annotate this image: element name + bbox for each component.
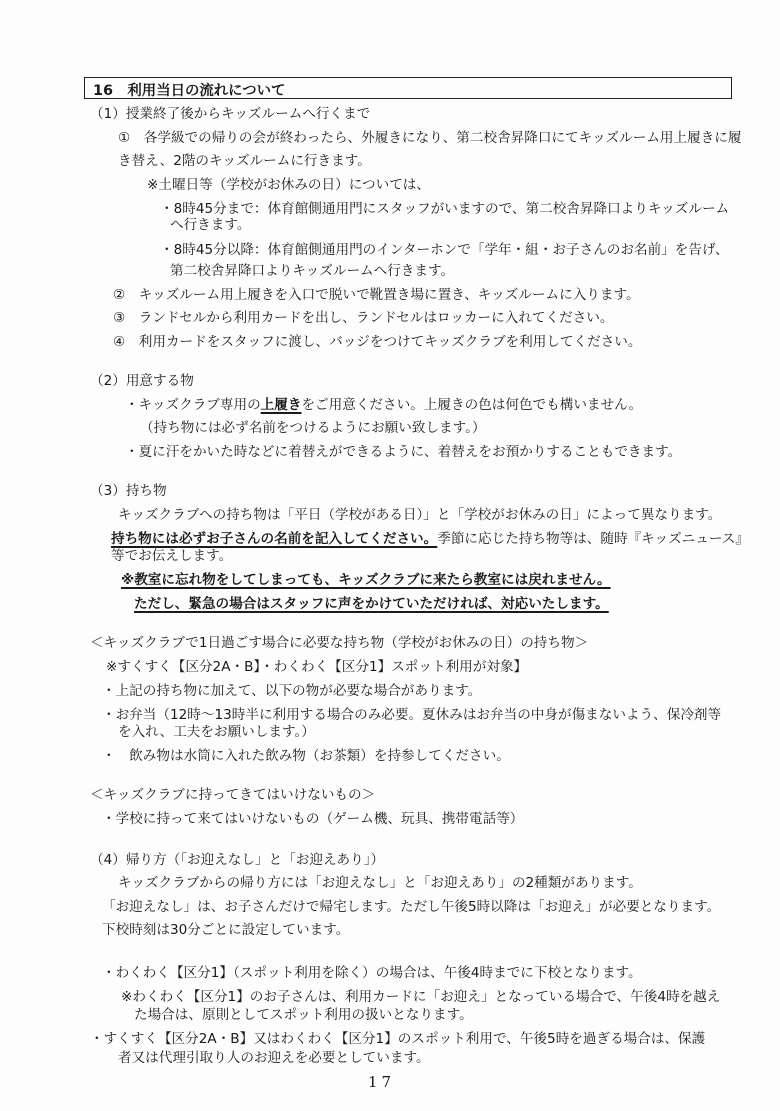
s2-line3: ・夏に汗をかいた時などに着替えができるように、着替えをお預かりすることもできます。 — [125, 444, 682, 460]
holiday-item2-line1: ・お弁当（12時～13時半に利用する場合のみ必要。夏休みはお弁当の中身が傷まないよう、保冷剤等 — [102, 707, 722, 723]
s1-bullet1-line2: へ行きます。 — [170, 217, 251, 233]
s3-para3: 等でお伝えします。 — [111, 548, 233, 564]
s3-heading: （3）持ち物 — [90, 483, 167, 499]
notbring-heading: ＜キッズクラブに持ってきてはいけないもの＞ — [90, 787, 376, 803]
holiday-item3: ・ 飲み物は水筒に入れた飲み物（お茶類）を持参してください。 — [102, 748, 510, 764]
s3-para2 — [111, 530, 749, 548]
s1-step3: ③ ランドセルから利用カードを出し、ランドセルはロッカーに入れてください。 — [113, 310, 614, 326]
s3-para2-underlined: 持ち物には必ずお子さんの名前を記入してください。 — [111, 531, 438, 547]
s1-bullet1-line1: ・8時45分まで：体育館側通用門にスタッフがいますので、第二校舎昇降口よりキッズルーム — [160, 201, 730, 217]
s3-warning1: ※教室に忘れ物をしてしまっても、キッズクラブに来たら教室には戻れません。 — [121, 572, 611, 588]
s1-step1-line2: き替え、2階のキッズルームに行きます。 — [118, 153, 371, 169]
s1-bullet2-line1: ・8時45分以降：体育館側通用門のインターホンで「学年・組・お子さんのお名前」を告げ、 — [160, 242, 729, 258]
holiday-item1: ・上記の持ち物に加えて、以下の物が必要な場合があります。 — [102, 683, 482, 699]
s4-para2: 「お迎えなし」は、お子さんだけで帰宅します。ただし午後5時以降は「お迎え」が必要となります。 — [102, 899, 721, 915]
page-number: 17 — [368, 1073, 396, 1091]
s2-line1 — [125, 396, 642, 414]
holiday-item2-line2: を入れ、工夫をお願いします。） — [118, 724, 315, 740]
s4-para3: 下校時刻は30分ごとに設定しています。 — [102, 922, 350, 938]
s3-warning2: ただし、緊急の場合はスタッフに声をかけていただければ、対応いたします。 — [134, 596, 609, 612]
s1-heading: （1）授業終了後からキッズルームへ行くまで — [90, 106, 371, 122]
holiday-heading: ＜キッズクラブで1日過ごす場合に必要な持ち物（学校がお休みの日）の持ち物＞ — [90, 635, 589, 651]
s4-bullet1-note1: ※わくわく【区分1】のお子さんは、利用カードに「お迎え」となっている場合で、午後4時を越え — [121, 989, 721, 1005]
s1-saturday-note: ※土曜日等（学校がお休みの日）については、 — [147, 177, 430, 193]
s1-step4: ④ 利用カードをスタッフに渡し、バッジをつけてキッズクラブを利用してください。 — [113, 334, 642, 350]
s2-line2: （持ち物には必ず名前をつけるようにお願い致します。） — [140, 420, 486, 436]
section-title: 16 利用当日の流れについて — [93, 83, 286, 99]
s1-step1-line1: ① 各学級での帰りの会が終わったら、外履きになり、第二校舎昇降口にてキッズルーム用上履きに履 — [118, 130, 742, 146]
s4-heading: （4）帰り方（「お迎えなし」と「お迎えあり」） — [90, 852, 385, 868]
s4-bullet2-line2: 者又は代理引取り人のお迎えを必要としています。 — [118, 1050, 430, 1066]
holiday-target: ※すくすく【区分2A・B】・わくわく【区分1】スポット利用が対象】 — [106, 659, 528, 675]
section-header-box — [84, 77, 732, 99]
s4-bullet2-line1: ・すくすく【区分2A・B】又はわくわく【区分1】のスポット利用で、午後5時を過ぎる場合は、保護 — [90, 1031, 706, 1047]
s2-heading: （2）用意する物 — [90, 373, 194, 389]
notbring-item1: ・学校に持って来てはいけないもの（ゲーム機、玩具、携帯電話等） — [102, 811, 524, 827]
s1-bullet2-line2: 第二校舎昇降口よりキッズルームへ行きます。 — [170, 263, 455, 279]
s1-step2: ② キッズルーム用上履きを入口で脱いで靴置き場に置き、キッズルームに入ります。 — [113, 287, 640, 303]
s3-para1: キッズクラブへの持ち物は「平日（学校がある日）」と「学校がお休みの日」によって異なります。 — [118, 507, 722, 523]
s4-bullet1-note2: た場合は、原則としてスポット利用の扱いとなります。 — [134, 1007, 473, 1023]
s2-line1-post: をご用意ください。上履きの色は何色でも構いません。 — [301, 397, 643, 413]
s2-line1-underlined: 上履き — [260, 397, 302, 413]
s4-bullet1: ・わくわく【区分1】（スポット利用を除く）の場合は、午後4時までに下校となります。 — [102, 965, 642, 981]
s2-line1-pre: ・キッズクラブ専用の — [125, 397, 261, 413]
s4-para1: キッズクラブからの帰り方には「お迎えなし」と「お迎えあり」の2種類があります。 — [118, 875, 642, 891]
s3-para2-post: 季節に応じた持ち物等は、随時『キッズニュース』 — [437, 531, 749, 547]
